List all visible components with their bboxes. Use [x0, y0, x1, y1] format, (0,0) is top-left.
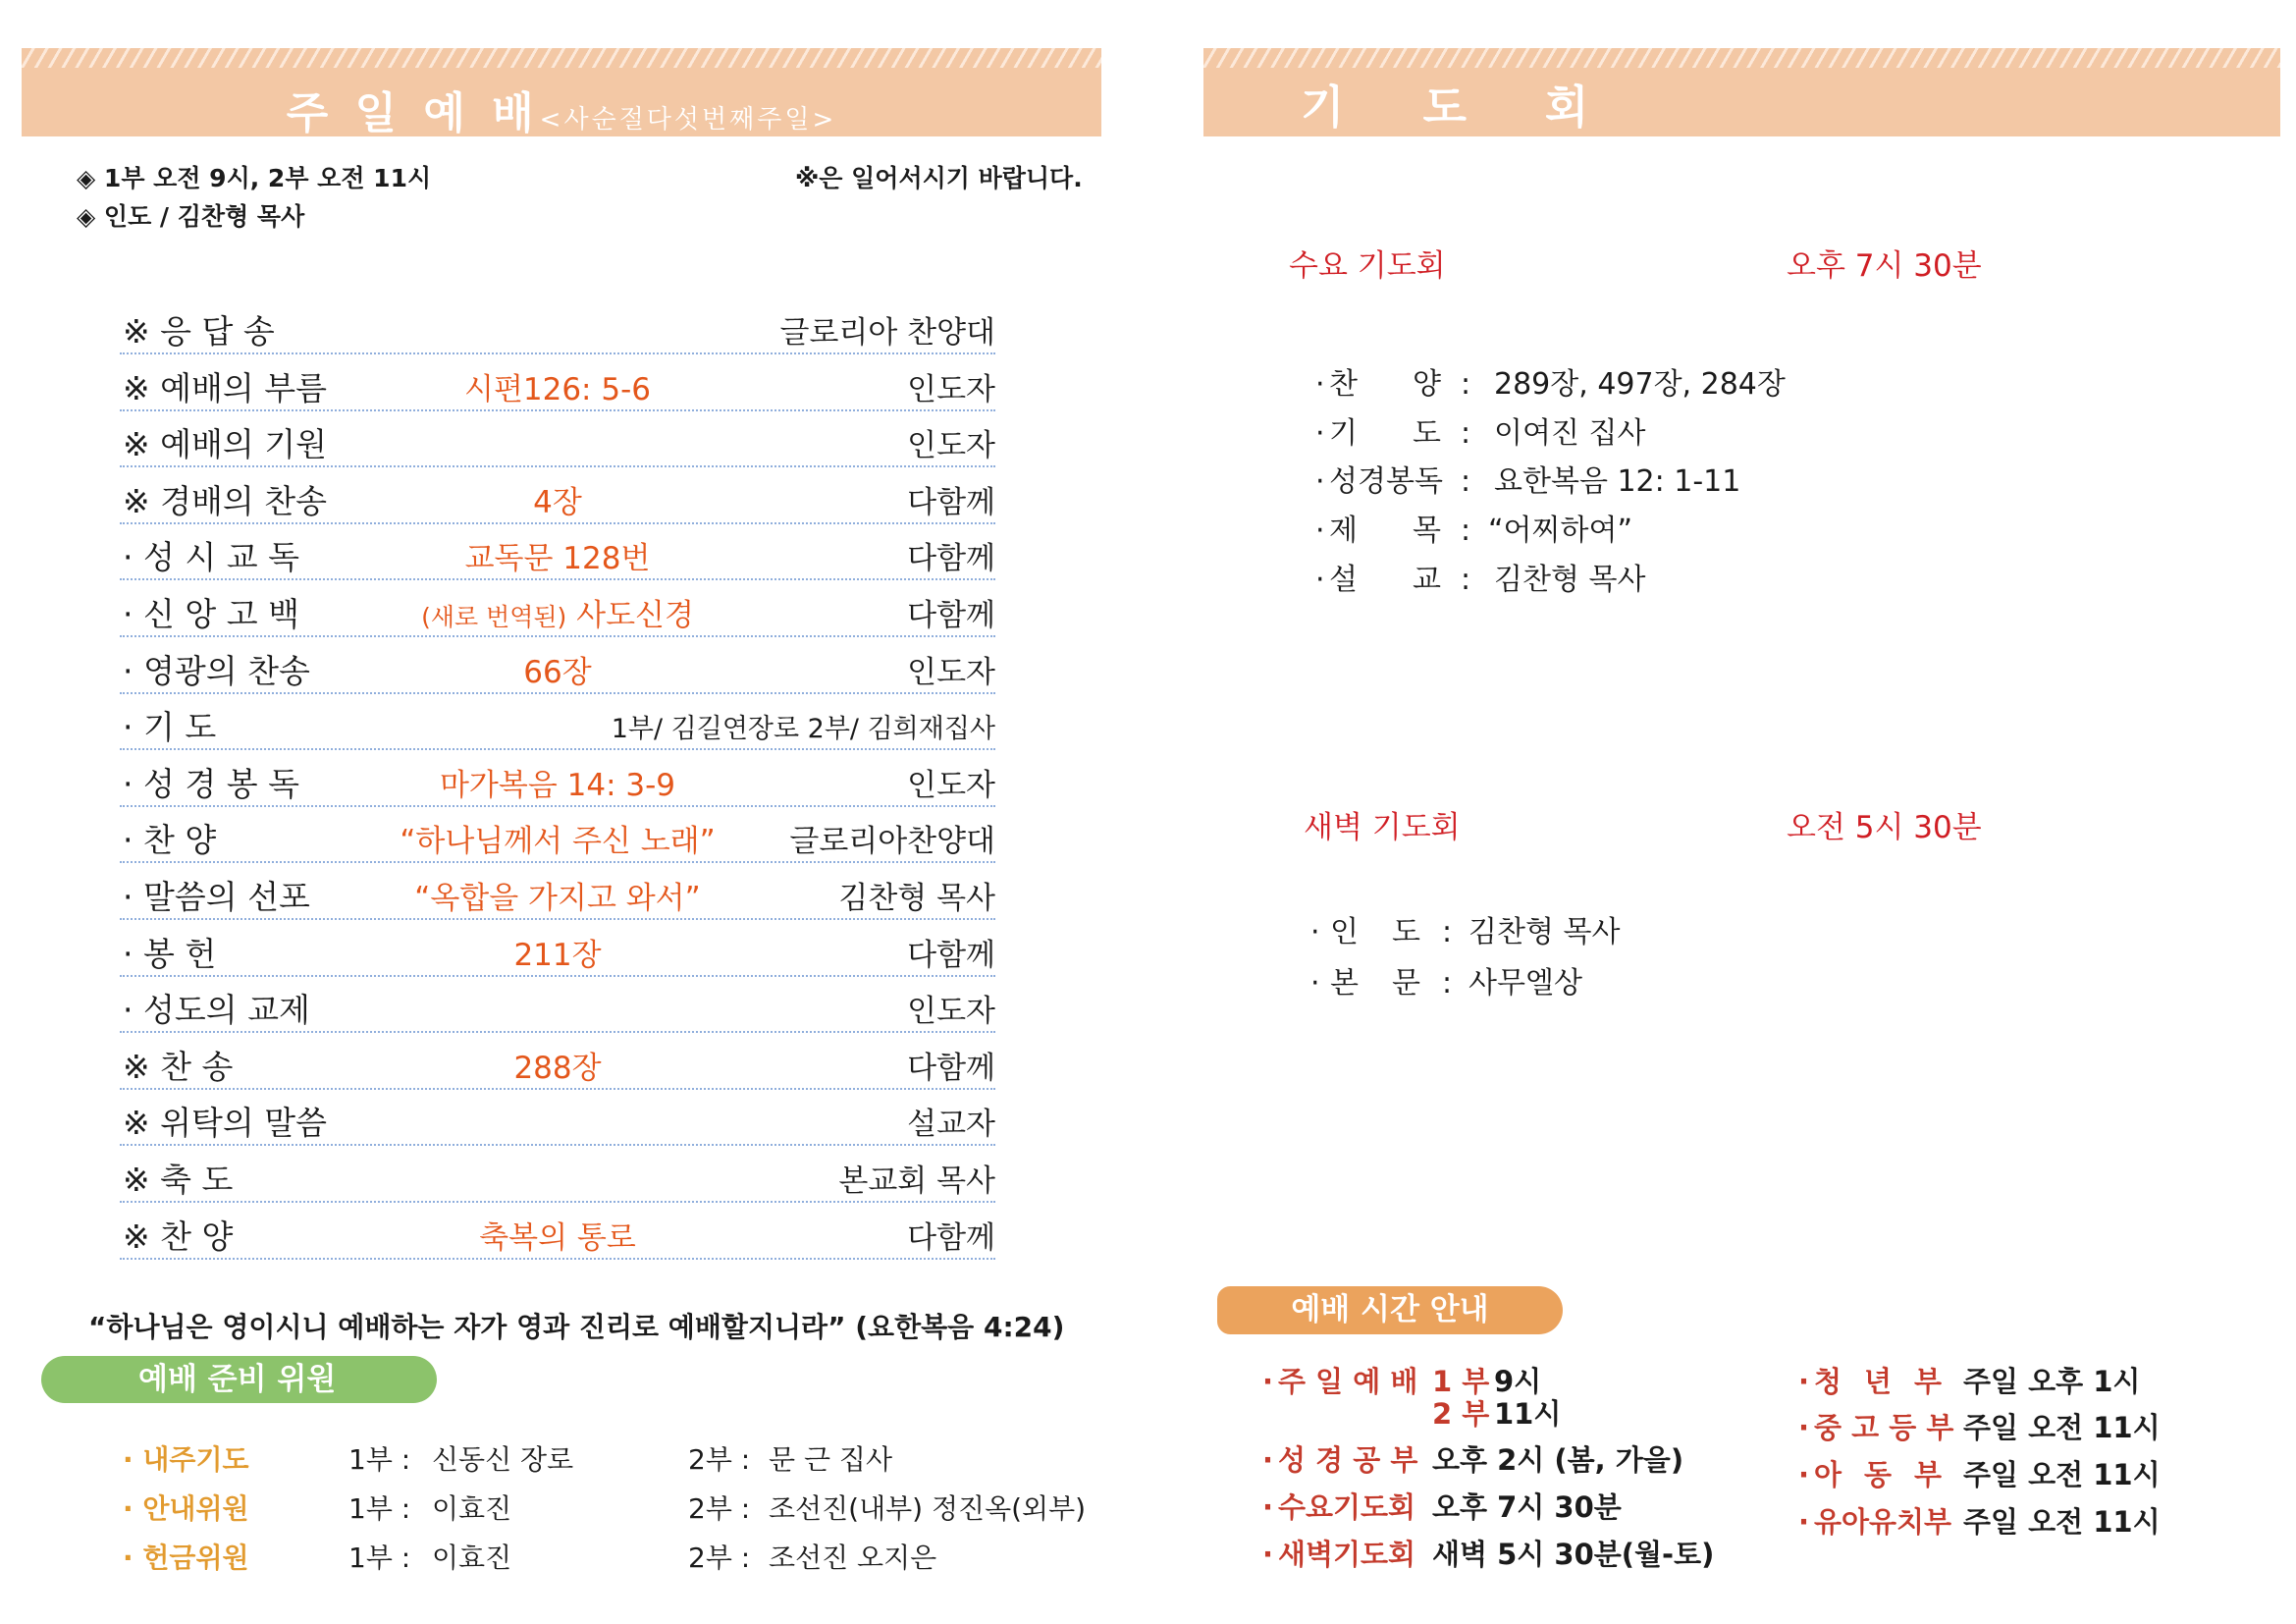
order-label: ※ 예배의 기원: [123, 425, 328, 464]
committee-part1: 1부 :: [348, 1542, 411, 1574]
standing-note: ※은 일어서시기 바랍니다.: [795, 164, 1083, 192]
wednesday-item: [1315, 512, 1806, 551]
order-row: [120, 419, 995, 467]
order-leader: 인도자: [907, 654, 995, 690]
order-label: ※ 응 답 송: [123, 312, 275, 351]
order-label: · 성 경 봉 독: [123, 764, 299, 803]
order-label: · 신 앙 고 백: [123, 594, 299, 633]
committee-name1: 신동신 장로: [432, 1443, 574, 1476]
order-leader: 글로리아 찬양대: [779, 315, 995, 351]
committee-label: · 안내위원: [123, 1492, 249, 1525]
order-row: [120, 1212, 995, 1260]
dawn-item: [1310, 964, 1703, 1003]
bullet: ·: [1315, 514, 1325, 548]
bullet: ·: [1310, 966, 1320, 1001]
order-leader: 다함께: [907, 937, 995, 973]
schedule-item: [1798, 1408, 2230, 1447]
order-detail: 축복의 통로: [479, 1219, 636, 1256]
dawn-item-label: 인 도: [1330, 915, 1420, 949]
committee-part1: 1부 :: [348, 1443, 411, 1476]
wednesday-item-value: 289장, 497장, 284장: [1494, 367, 1786, 402]
wednesday-item-label: 찬 양: [1329, 367, 1441, 402]
worship-header-band: [22, 48, 1101, 136]
schedule-value: 주일 오전 11시: [1963, 1505, 2161, 1539]
wednesday-item: [1315, 462, 1806, 502]
committee-label: · 내주기도: [123, 1443, 249, 1476]
order-label: · 찬 양: [123, 821, 217, 860]
order-detail: 시편126: 5-6: [464, 371, 651, 407]
schedule-value: 주일 오전 11시: [1963, 1458, 2161, 1491]
schedule-label: 중 고 등 부: [1814, 1411, 1954, 1444]
order-row: [120, 646, 995, 694]
order-label: ※ 축 도: [123, 1160, 234, 1199]
bullet: ·: [1315, 563, 1325, 597]
bullet: ·: [1798, 1458, 1810, 1491]
order-leader: 다함께: [907, 1050, 995, 1086]
order-label: · 성도의 교제: [123, 991, 310, 1030]
dawn-item-value: 사무엘상: [1468, 966, 1582, 1001]
order-detail: “하나님께서 주신 노래”: [400, 824, 716, 860]
schedule-item: [1262, 1440, 1753, 1480]
schedule-value: 오후 2시 (봄, 가을): [1432, 1443, 1684, 1477]
order-leader: 본교회 목사: [838, 1163, 995, 1199]
wednesday-item-value: 김찬형 목사: [1494, 563, 1646, 597]
schedule-label: 주 일 예 배: [1278, 1365, 1418, 1398]
bullet: ·: [1315, 367, 1325, 402]
schedule-title: 예배 시간 안내: [1291, 1292, 1489, 1327]
prayer-title: 기 도 회: [1301, 81, 1589, 134]
order-detail-text: 사도신경: [576, 597, 694, 633]
schedule-item: [1262, 1488, 1753, 1527]
order-row: [120, 759, 995, 807]
order-row: [120, 306, 995, 354]
dawn-item-label: 본 문: [1330, 966, 1420, 1001]
wednesday-item: [1315, 561, 1806, 600]
order-of-worship: [120, 306, 995, 1268]
committee-name2: 문 근 집사: [769, 1443, 892, 1476]
wednesday-item: [1315, 414, 1806, 454]
bullet: ·: [1315, 416, 1325, 451]
schedule-item: [1798, 1502, 2230, 1542]
order-row: [120, 872, 995, 920]
committee-part2: 2부 :: [688, 1492, 751, 1525]
schedule-label: 유아유치부: [1814, 1505, 1952, 1539]
order-leader: 다함께: [907, 1219, 995, 1256]
order-label: ※ 찬 양: [123, 1217, 234, 1256]
committee-name1: 이효진: [432, 1542, 512, 1574]
schedule-part: 2 부: [1432, 1397, 1490, 1431]
wednesday-item-value: 요한복음 12: 1-11: [1494, 464, 1741, 499]
order-label: · 봉 헌: [123, 934, 217, 973]
order-leader: 인도자: [907, 428, 995, 464]
order-detail: 교독문 128번: [464, 541, 651, 577]
order-row: [120, 1098, 995, 1146]
schedule-value: 주일 오전 11시: [1963, 1411, 2161, 1444]
order-row: [120, 363, 995, 411]
schedule-value: 11시: [1494, 1397, 1562, 1431]
order-leader: 글로리아찬양대: [789, 824, 995, 860]
order-row: [120, 589, 995, 637]
wednesday-item-label: 성경봉독: [1329, 464, 1443, 499]
committee-label: · 헌금위원: [123, 1542, 249, 1574]
schedule-label: 아 동 부: [1814, 1458, 1942, 1491]
schedule-label: 새벽기도회: [1278, 1538, 1416, 1571]
bullet: ·: [1262, 1538, 1274, 1571]
order-label: · 기 도: [123, 708, 217, 747]
order-detail: 4장: [533, 484, 582, 520]
schedule-item: [1262, 1535, 1753, 1574]
order-label: ※ 찬 송: [123, 1047, 234, 1086]
wednesday-item-value: “어찌하여”: [1488, 514, 1633, 548]
order-row: [120, 476, 995, 524]
order-detail: [312, 593, 803, 640]
service-times-line: ◈ 1부 오전 9시, 2부 오전 11시: [77, 164, 432, 192]
order-detail-note: (새로 번역된): [421, 602, 567, 631]
dawn-prayer-time: 오전 5시 30분: [1787, 810, 1982, 845]
bullet: ·: [1315, 464, 1325, 499]
committee-part2: 2부 :: [688, 1542, 751, 1574]
order-detail: 66장: [523, 654, 592, 690]
schedule-item: [1798, 1455, 2230, 1494]
worship-header-title: [22, 78, 1101, 140]
dawn-prayer-title: 새벽 기도회: [1304, 810, 1461, 845]
order-leader: 김찬형 목사: [838, 880, 995, 916]
dawn-item: [1310, 913, 1703, 952]
order-label: ※ 위탁의 말씀: [123, 1104, 328, 1143]
order-leader: 다함께: [907, 597, 995, 633]
order-leader: 다함께: [907, 541, 995, 577]
bullet: ·: [1798, 1365, 1810, 1398]
order-row: [120, 702, 995, 750]
wednesday-prayer-title: 수요 기도회: [1289, 248, 1446, 284]
schedule-label: 청 년 부: [1814, 1365, 1942, 1398]
order-detail: 288장: [513, 1050, 602, 1086]
prayer-header-band: [1203, 48, 2280, 136]
order-detail: “옥합을 가지고 와서”: [414, 880, 701, 916]
order-leader: 인도자: [907, 371, 995, 407]
schedule-part: 1 부: [1432, 1365, 1490, 1398]
order-label: ※ 경배의 찬송: [123, 481, 328, 520]
wednesday-item: [1315, 365, 1806, 405]
schedule-value: 새벽 5시 30분(월-토): [1432, 1538, 1715, 1571]
colon: :: [1461, 367, 1471, 402]
colon: :: [1461, 464, 1471, 499]
leader-line: ◈ 인도 / 김찬형 목사: [77, 202, 305, 231]
schedule-value: 주일 오후 1시: [1963, 1365, 2141, 1398]
schedule-item-sunday-2: [1262, 1394, 1675, 1434]
bullet: ·: [1798, 1411, 1810, 1444]
order-label: ※ 예배의 부름: [123, 368, 328, 407]
schedule-label: 성 경 공 부: [1278, 1443, 1418, 1477]
order-label: · 말씀의 선포: [123, 877, 310, 916]
committee-row: [123, 1489, 1104, 1529]
order-row: [120, 1042, 995, 1090]
colon: :: [1461, 514, 1471, 548]
committee-row: [123, 1440, 1104, 1480]
schedule-value: 9시: [1494, 1365, 1542, 1398]
order-leader: 인도자: [907, 994, 995, 1030]
wednesday-prayer-time: 오후 7시 30분: [1787, 248, 1982, 284]
bullet: ·: [1262, 1490, 1274, 1524]
schedule-label: 수요기도회: [1278, 1490, 1416, 1524]
bullet: ·: [1262, 1365, 1274, 1398]
wednesday-item-label: 기 도: [1329, 416, 1441, 451]
worship-title: 주 일 예 배: [286, 88, 540, 138]
order-row: [120, 815, 995, 863]
wednesday-item-label: 설 교: [1329, 563, 1441, 597]
wednesday-item-label: 제 목: [1329, 514, 1441, 548]
order-leader: 1부/ 김길연장로 2부/ 김희재집사: [611, 714, 995, 745]
wednesday-item-value: 이여진 집사: [1494, 416, 1646, 451]
order-label: · 영광의 찬송: [123, 651, 310, 690]
colon: :: [1442, 915, 1453, 949]
dawn-item-value: 김찬형 목사: [1468, 915, 1621, 949]
order-row: [120, 1155, 995, 1203]
committee-name2: 조선진(내부) 정진옥(외부): [769, 1492, 1087, 1525]
bullet: ·: [1310, 915, 1320, 949]
schedule-value: 오후 7시 30분: [1432, 1490, 1622, 1524]
bullet: ·: [1798, 1505, 1810, 1539]
order-row: [120, 985, 995, 1033]
colon: :: [1442, 966, 1453, 1001]
order-detail: 마가복음 14: 3-9: [439, 767, 675, 803]
worship-subtitle: <사순절다섯번째주일>: [539, 105, 837, 135]
order-leader: 인도자: [907, 767, 995, 803]
order-leader: 다함께: [907, 484, 995, 520]
schedule-item: [1798, 1362, 2230, 1401]
order-label: · 성 시 교 독: [123, 538, 299, 577]
committee-part2: 2부 :: [688, 1443, 751, 1476]
committee-row: [123, 1539, 1104, 1578]
order-row: [120, 532, 995, 580]
committee-title: 예배 준비 위원: [138, 1362, 337, 1397]
bullet: ·: [1262, 1443, 1274, 1477]
colon: :: [1461, 416, 1471, 451]
committee-name1: 이효진: [432, 1492, 512, 1525]
committee-part1: 1부 :: [348, 1492, 411, 1525]
committee-name2: 조선진 오지은: [769, 1542, 937, 1574]
colon: :: [1461, 563, 1471, 597]
order-row: [120, 929, 995, 977]
committee-title-pill: [41, 1356, 437, 1403]
order-detail: 211장: [513, 937, 602, 973]
order-leader: 설교자: [907, 1107, 995, 1143]
schedule-title-pill: [1217, 1286, 1563, 1334]
scripture-quote: “하나님은 영이시니 예배하는 자가 영과 진리로 예배할지니라” (요한복음 4:24): [88, 1311, 1065, 1343]
